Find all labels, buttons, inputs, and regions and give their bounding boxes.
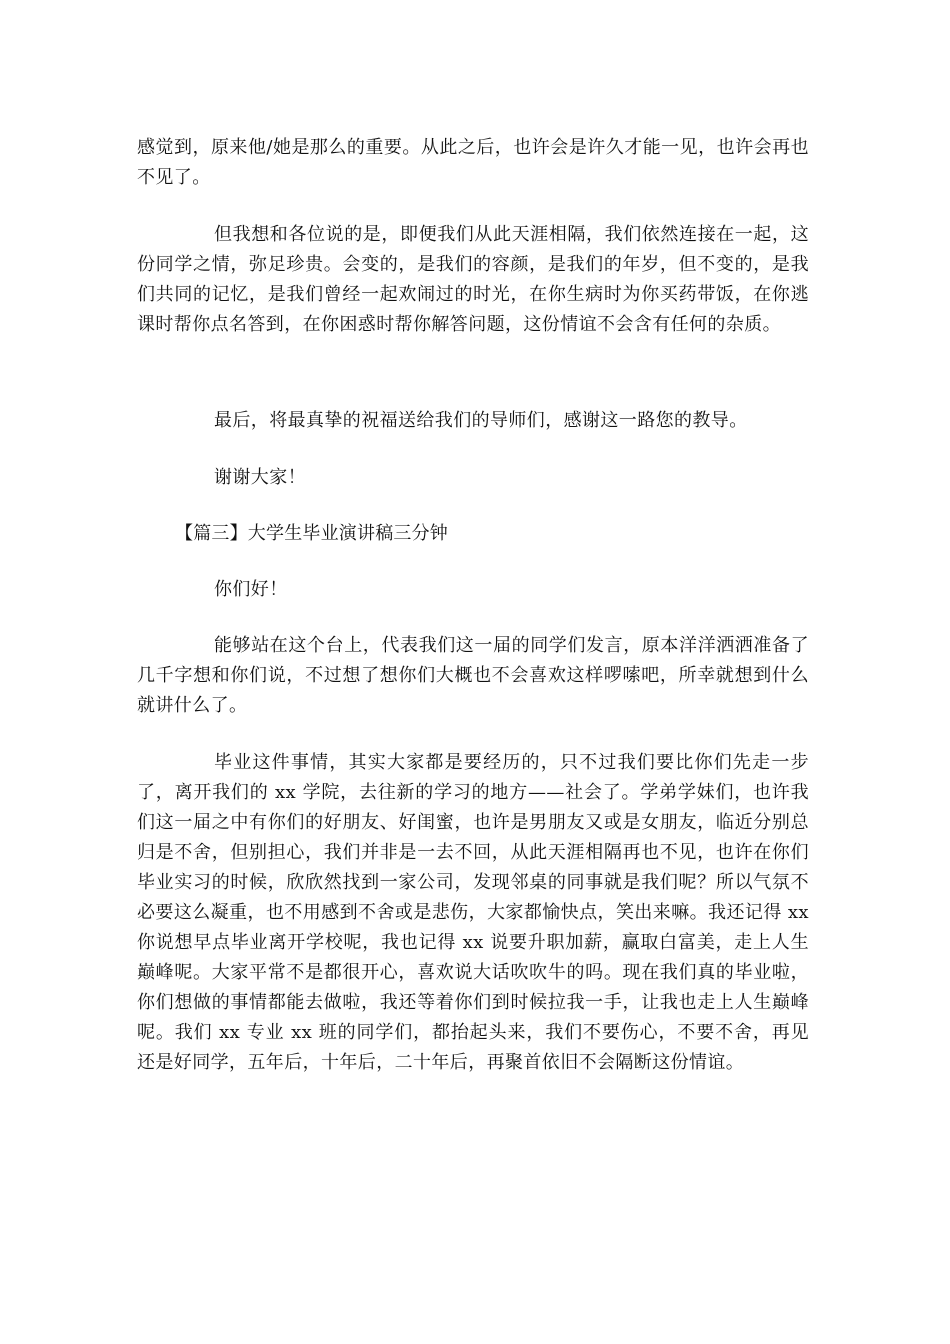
paragraph-thanks-teachers: 最后，将最真挚的祝福送给我们的导师们，感谢这一路您的教导。 (214, 410, 748, 431)
section-heading: 【篇三】大学生毕业演讲稿三分钟 (175, 523, 448, 544)
paragraph-greeting: 你们好！ (214, 579, 288, 600)
paragraph-graduation: 毕业这件事情，其实大家都是要经历的，只不过我们要比你们先走一步了，离开我们的 xx 学院，去往新的学习的地方——社会了。学弟学妹们，也许我们这一届之中有你们的好朋友、好闺蜜，也许是男朋友又或是女朋友，临近分别总归是不舍，但别担心，我们并非是一去不回，从此天涯相隔再也不见，也许在你们毕业实习的时候，欣欣然找到一家公司，发现邻桌的同事就是我们呢？所以气氛不必要这么凝重，也不用感到不舍或是悲伤，大家都愉快点，笑出来嘛。我还记得 xx 你说想早点毕业离开学校呢，我也记得 xx 说要升职加薪，赢取白富美，走上人生巅峰呢。大家平常不是都很开心，喜欢说大话吹吹牛的吗。现在我们真的毕业啦，你们想做的事情都能去做啦，我还等着你们到时候拉我一手，让我也走上人生巅峰呢。我们 xx 专业 xx 班的同学们，都抬起头来，我们不要伤心，不要不舍，再见还是好同学，五年后，十年后，二十年后，再聚首依旧不会隔断这份情谊。 (137, 752, 809, 1073)
paragraph-opening: 能够站在这个台上，代表我们这一届的同学们发言，原本洋洋洒洒准备了几千字想和你们说，不过想了想你们大概也不会喜欢这样啰嗦吧，所幸就想到什么就讲什么了。 (137, 635, 809, 716)
paragraph-thank-you: 谢谢大家！ (214, 467, 306, 488)
paragraph-classmates: 但我想和各位说的是，即便我们从此天涯相隔，我们依然连接在一起，这份同学之情，弥足珍贵。会变的，是我们的容颜，是我们的年岁，但不变的，是我们共同的记忆，是我们曾经一起欢闹过的时光，在你生病时为你买药带饭，在你逃课时帮你点名答到，在你困惑时帮你解答问题，这份情谊不会含有任何的杂质。 (137, 224, 809, 335)
paragraph-continuation: 感觉到，原来他/她是那么的重要。从此之后，也许会是许久才能一见，也许会再也不见了。 (137, 137, 809, 188)
